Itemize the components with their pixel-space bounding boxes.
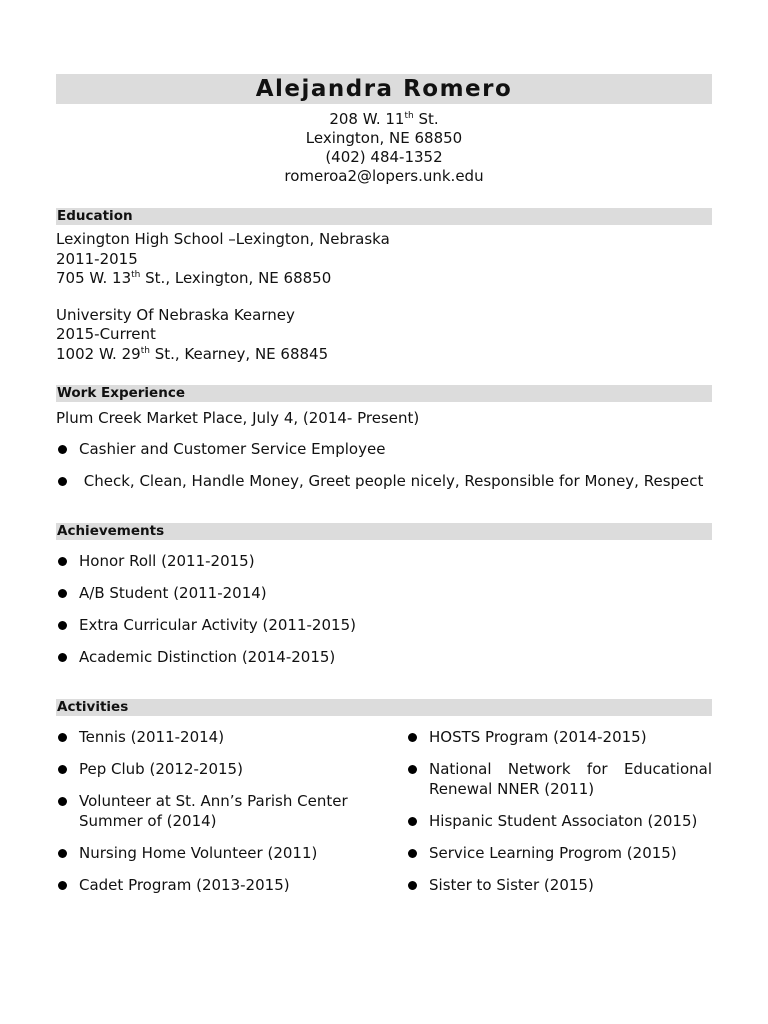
school-address: 705 W. 13th St., Lexington, NE 68850 <box>56 269 332 287</box>
bullet-icon <box>408 817 417 826</box>
list-item: Volunteer at St. Ann’s Parish Center Summer of (2014) <box>56 791 362 831</box>
list-item: Tennis (2011-2014) <box>56 727 362 747</box>
list-item: Sister to Sister (2015) <box>406 875 712 895</box>
work-bullet-list <box>56 439 712 491</box>
contact-block <box>56 110 712 186</box>
bullet-icon <box>58 621 67 630</box>
email-address: romeroa2@lopers.unk.edu <box>284 167 484 185</box>
bullet-icon <box>58 445 67 454</box>
activities-right-column <box>406 727 712 895</box>
bullet-icon <box>58 653 67 662</box>
bullet-icon <box>58 733 67 742</box>
achievements-heading: Achievements <box>56 523 712 540</box>
activities-right-list <box>406 727 712 895</box>
school-name: University Of Nebraska Kearney <box>56 305 295 324</box>
list-item: Service Learning Progrom (2015) <box>406 843 712 863</box>
list-item: Check, Clean, Handle Money, Greet people nicely, Responsible for Money, Respect <box>56 471 712 491</box>
school-years: 2015-Current <box>56 325 156 343</box>
name-heading: Alejandra Romero <box>56 74 712 104</box>
list-item: Hispanic Student Associaton (2015) <box>406 811 712 831</box>
bullet-icon <box>58 765 67 774</box>
bullet-icon <box>58 589 67 598</box>
bullet-icon <box>58 797 67 806</box>
list-item: National Network for Educational Renewal NNER (2011) <box>406 759 712 799</box>
education-school-1 <box>56 230 712 289</box>
school-name: Lexington High School –Lexington, Nebraska <box>56 230 390 248</box>
list-item: Extra Curricular Activity (2011-2015) <box>56 615 712 635</box>
bullet-icon <box>408 733 417 742</box>
education-heading: Education <box>56 208 712 225</box>
education-school-2 <box>56 306 712 365</box>
bullet-icon <box>58 881 67 890</box>
bullet-icon <box>58 849 67 858</box>
list-item: Honor Roll (2011-2015) <box>56 551 712 571</box>
street-address: 208 W. 11th St. <box>329 110 439 128</box>
list-item: Nursing Home Volunteer (2011) <box>56 843 362 863</box>
list-item: A/B Student (2011-2014) <box>56 583 712 603</box>
list-item: Cadet Program (2013-2015) <box>56 875 362 895</box>
activities-left-list <box>56 727 362 895</box>
phone-number: (402) 484-1352 <box>325 148 443 166</box>
achievements-list <box>56 551 712 667</box>
list-item: Cashier and Customer Service Employee <box>56 439 712 459</box>
work-heading: Work Experience <box>56 385 712 402</box>
bullet-icon <box>408 849 417 858</box>
bullet-icon <box>58 477 67 486</box>
bullet-icon <box>408 881 417 890</box>
school-years: 2011-2015 <box>56 249 138 268</box>
school-address: 1002 W. 29th St., Kearney, NE 68845 <box>56 344 329 363</box>
activities-heading: Activities <box>56 699 712 716</box>
list-item: Pep Club (2012-2015) <box>56 759 362 779</box>
bullet-icon <box>408 765 417 774</box>
bullet-icon <box>58 557 67 566</box>
activities-columns <box>56 727 712 895</box>
resume-page <box>56 74 712 895</box>
list-item: HOSTS Program (2014-2015) <box>406 727 712 747</box>
activities-left-column <box>56 727 362 895</box>
job-title: Plum Creek Market Place, July 4, (2014- Present) <box>56 409 420 427</box>
list-item: Academic Distinction (2014-2015) <box>56 647 712 667</box>
city-state-zip: Lexington, NE 68850 <box>305 129 463 147</box>
